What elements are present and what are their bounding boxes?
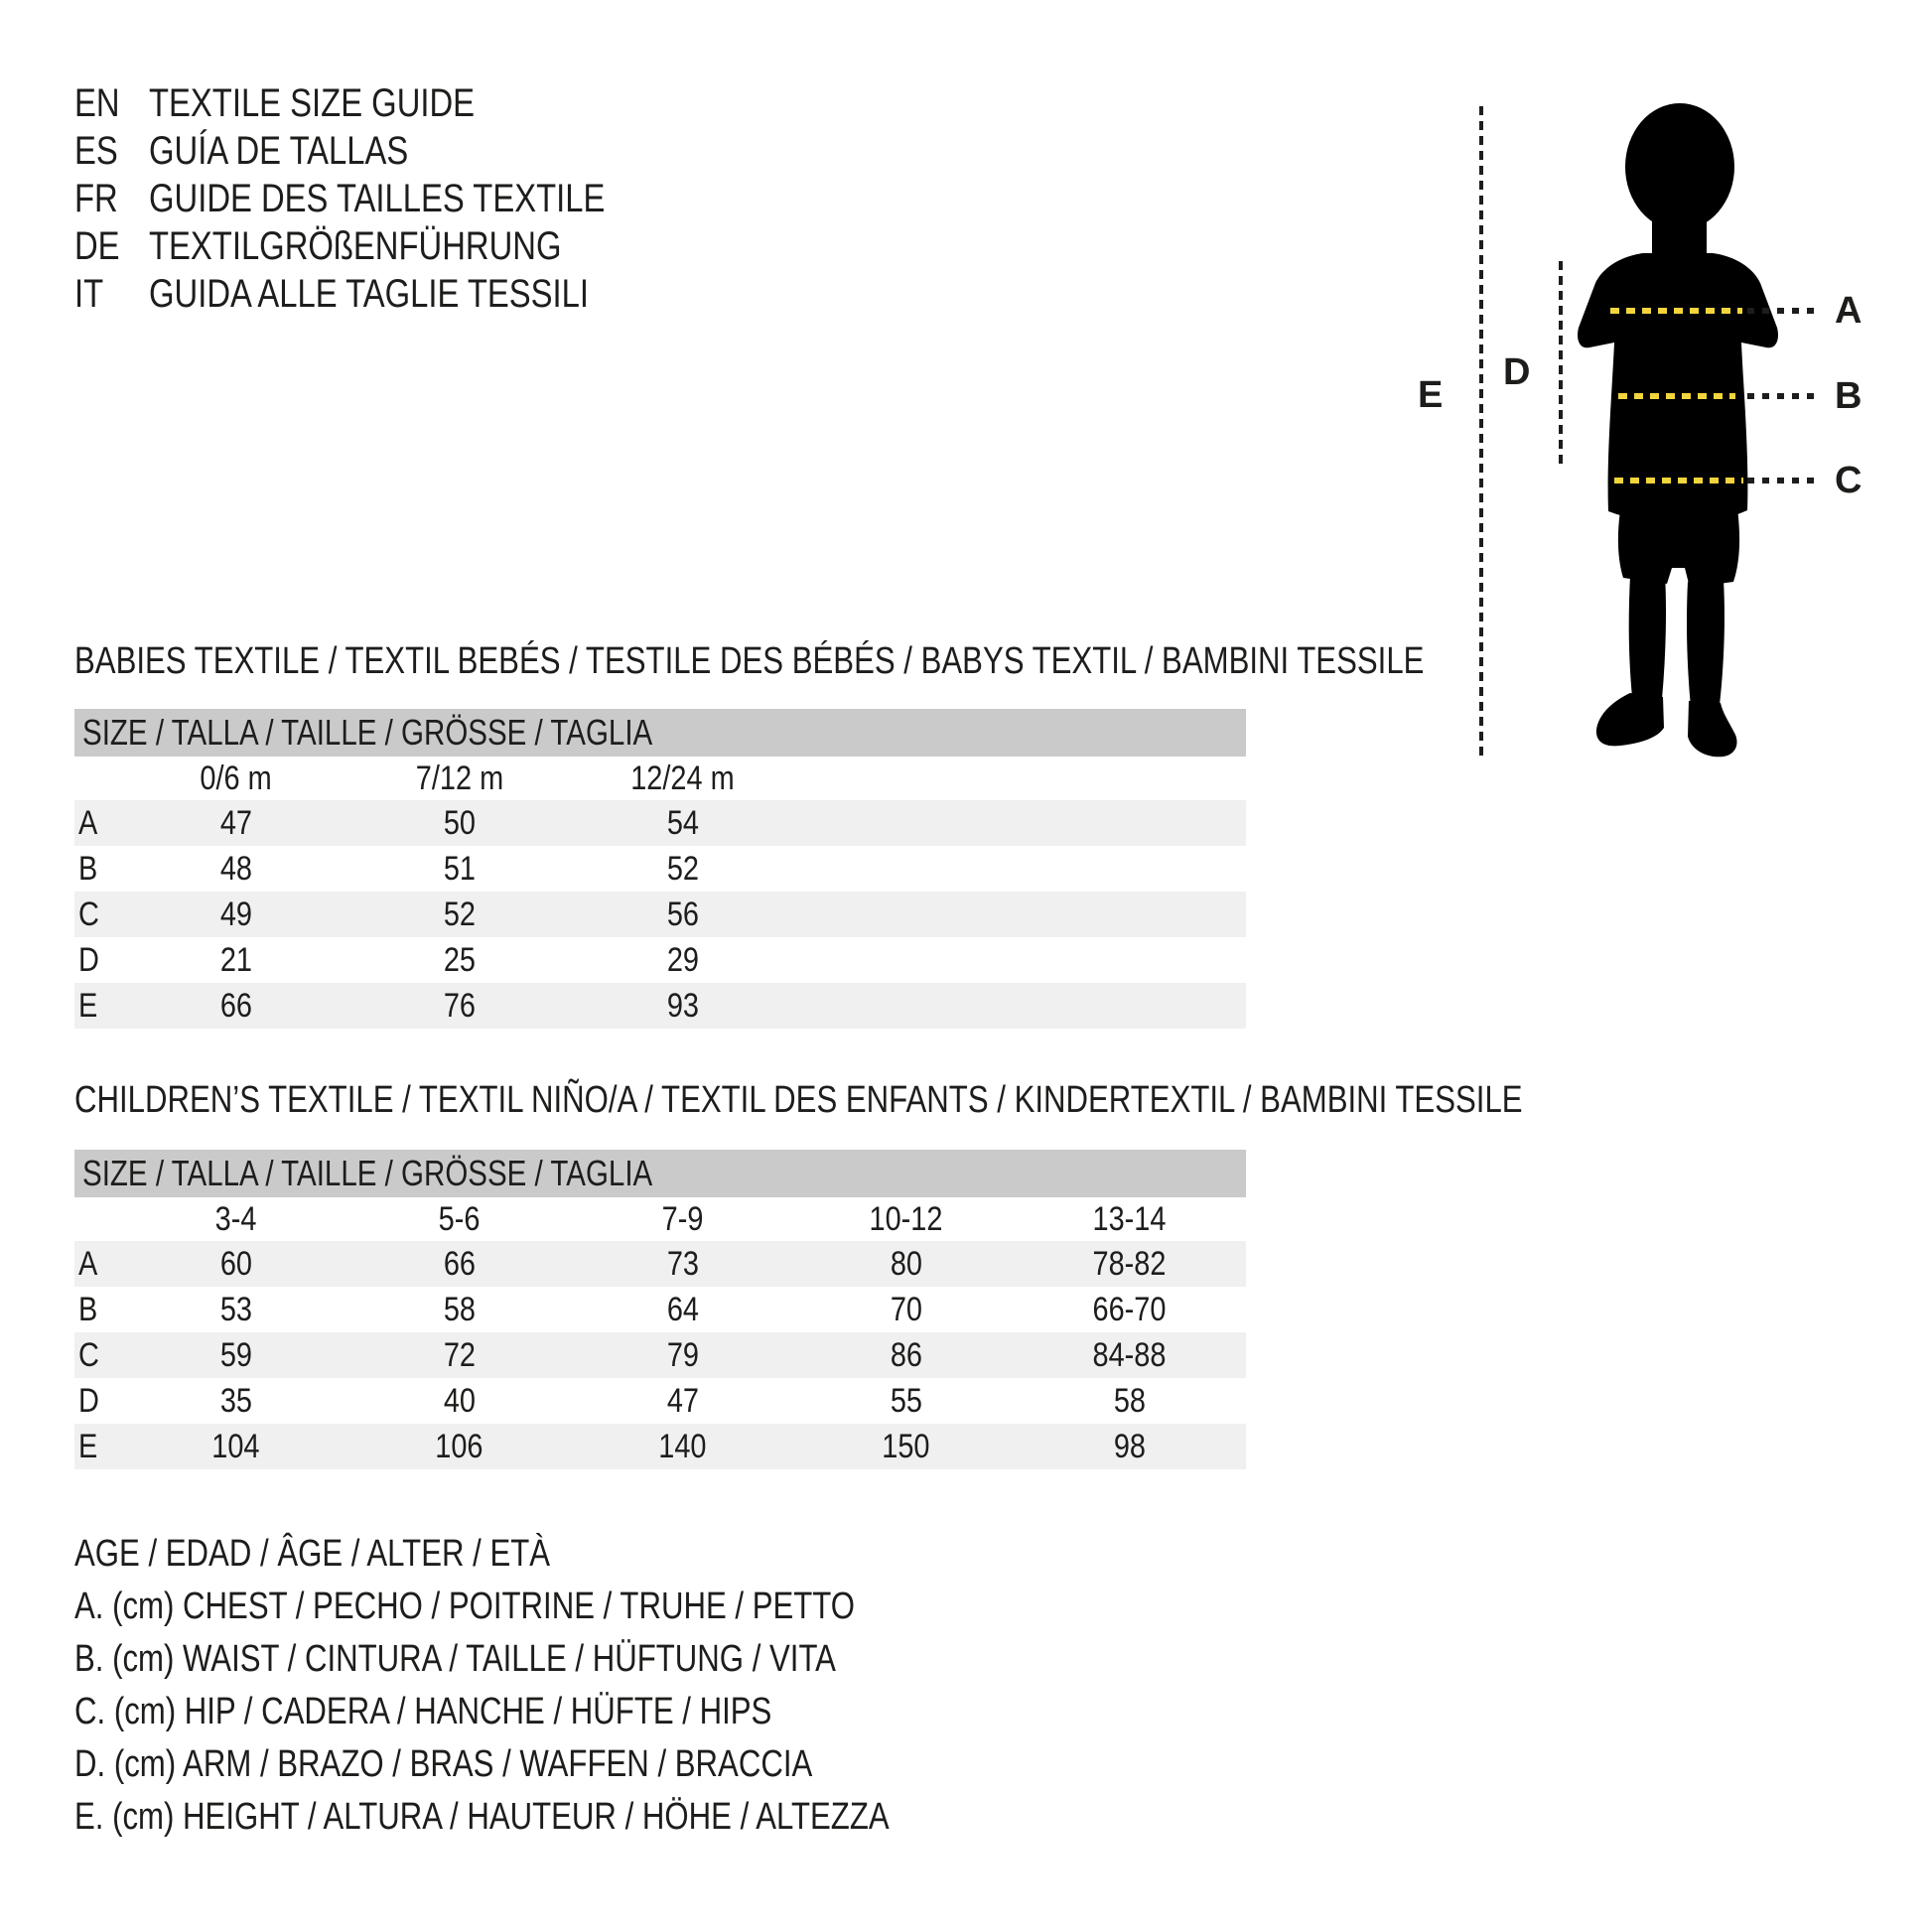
size-value: 150 [882,1427,930,1465]
size-value: 58 [443,1290,476,1328]
children-size-table [74,1197,1246,1469]
table-row [74,1332,1246,1378]
babies-section-heading: BABIES TEXTILE / TEXTIL BEBÉS / TESTILE DES BÉBÉS / BABYS TEXTIL / BAMBINI TESSILE [74,640,1425,682]
size-value: 29 [666,940,699,979]
row-label: D [78,1381,99,1420]
arm-measure-line-d [1559,261,1563,470]
size-value: 93 [666,986,699,1025]
table-row [74,937,1246,983]
size-value: 49 [219,895,252,933]
size-value: 78-82 [1092,1244,1167,1283]
hip-leader-line [1747,478,1821,483]
size-value: 76 [443,986,476,1025]
size-value: 66 [443,1244,476,1283]
column-header: 12/24 m [630,759,735,797]
table-row [74,983,1246,1029]
size-value: 53 [219,1290,252,1328]
table-row [74,1424,1246,1469]
column-header-row [74,1197,1246,1241]
babies-size-header-bar: SIZE / TALLA / TAILLE / GRÖSSE / TAGLIA [74,709,1246,757]
row-label: A [78,1244,98,1283]
size-value: 56 [666,895,699,933]
size-value: 86 [890,1335,922,1374]
legend-waist: B. (cm) WAIST / CINTURA / TAILLE / HÜFTUNG / VITA [74,1638,836,1680]
legend-age: AGE / EDAD / ÂGE / ALTER / ETÀ [74,1533,551,1575]
column-header: 3-4 [214,1199,257,1238]
size-value: 59 [219,1335,252,1374]
figure-label-arm: D [1503,351,1531,393]
children-section-heading: CHILDREN’S TEXTILE / TEXTIL NIÑO/A / TEXTIL DES ENFANTS / KINDERTEXTIL / BAMBINI TESSILE [74,1079,1523,1121]
table-row [74,846,1246,892]
language-code: FR [74,177,118,220]
chest-line-highlight [1610,308,1742,314]
size-value: 58 [1113,1381,1146,1420]
size-value: 47 [219,803,252,842]
row-label: B [78,849,98,888]
size-value: 104 [211,1427,260,1465]
size-value: 70 [890,1290,922,1328]
size-value: 21 [219,940,252,979]
language-code: EN [74,81,120,125]
size-value: 72 [443,1335,476,1374]
size-value: 52 [443,895,476,933]
size-value: 50 [443,803,476,842]
legend-hip: C. (cm) HIP / CADERA / HANCHE / HÜFTE / HIPS [74,1691,772,1732]
size-value: 66-70 [1092,1290,1167,1328]
row-label: B [78,1290,98,1328]
language-code: DE [74,224,120,268]
column-header: 10-12 [869,1199,943,1238]
size-value: 80 [890,1244,922,1283]
babies-size-table [74,757,1246,1029]
size-value: 66 [219,986,252,1025]
size-value: 55 [890,1381,922,1420]
table-row [74,1241,1246,1287]
chest-leader-line [1747,308,1821,314]
hip-line-highlight [1614,478,1743,483]
row-label: C [78,1335,99,1374]
column-header: 7/12 m [415,759,503,797]
row-label: E [78,986,98,1025]
guide-title-it: GUIDA ALLE TAGLIE TESSILI [149,272,590,316]
column-header-row [74,757,1246,800]
size-value: 47 [666,1381,699,1420]
figure-label-height: E [1418,374,1444,416]
waist-leader-line [1747,393,1821,399]
table-row [74,1378,1246,1424]
size-value: 60 [219,1244,252,1283]
column-header: 0/6 m [200,759,272,797]
table-row [74,1287,1246,1332]
children-size-header-bar: SIZE / TALLA / TAILLE / GRÖSSE / TAGLIA [74,1150,1246,1197]
row-label: E [78,1427,98,1465]
size-value: 25 [443,940,476,979]
table-row [74,800,1246,846]
column-header: 7-9 [661,1199,704,1238]
legend-height: E. (cm) HEIGHT / ALTURA / HAUTEUR / HÖHE / ALTEZZA [74,1796,890,1838]
size-value: 84-88 [1092,1335,1167,1374]
column-header: 5-6 [438,1199,481,1238]
size-value: 54 [666,803,699,842]
legend-arm: D. (cm) ARM / BRAZO / BRAS / WAFFEN / BRACCIA [74,1743,813,1785]
size-value: 35 [219,1381,252,1420]
column-header: 13-14 [1092,1199,1167,1238]
figure-label-hip: C [1835,460,1863,501]
size-value: 51 [443,849,476,888]
size-value: 140 [658,1427,707,1465]
table-row [74,892,1246,937]
size-value: 40 [443,1381,476,1420]
row-label: A [78,803,98,842]
guide-title-es: GUÍA DE TALLAS [149,129,409,173]
row-label: D [78,940,99,979]
size-value: 79 [666,1335,699,1374]
legend-chest: A. (cm) CHEST / PECHO / POITRINE / TRUHE / PETTO [74,1586,856,1627]
language-code: ES [74,129,118,173]
size-value: 98 [1113,1427,1146,1465]
figure-label-chest: A [1835,290,1863,332]
guide-title-en: TEXTILE SIZE GUIDE [149,81,476,125]
size-value: 48 [219,849,252,888]
size-value: 52 [666,849,699,888]
figure-label-waist: B [1835,375,1863,417]
guide-title-fr: GUIDE DES TAILLES TEXTILE [149,177,606,220]
language-code: IT [74,272,104,316]
row-label: C [78,895,99,933]
guide-title-de: TEXTILGRÖßENFÜHRUNG [149,224,562,268]
waist-line-highlight [1618,393,1735,399]
size-value: 64 [666,1290,699,1328]
size-value: 106 [435,1427,483,1465]
size-value: 73 [666,1244,699,1283]
